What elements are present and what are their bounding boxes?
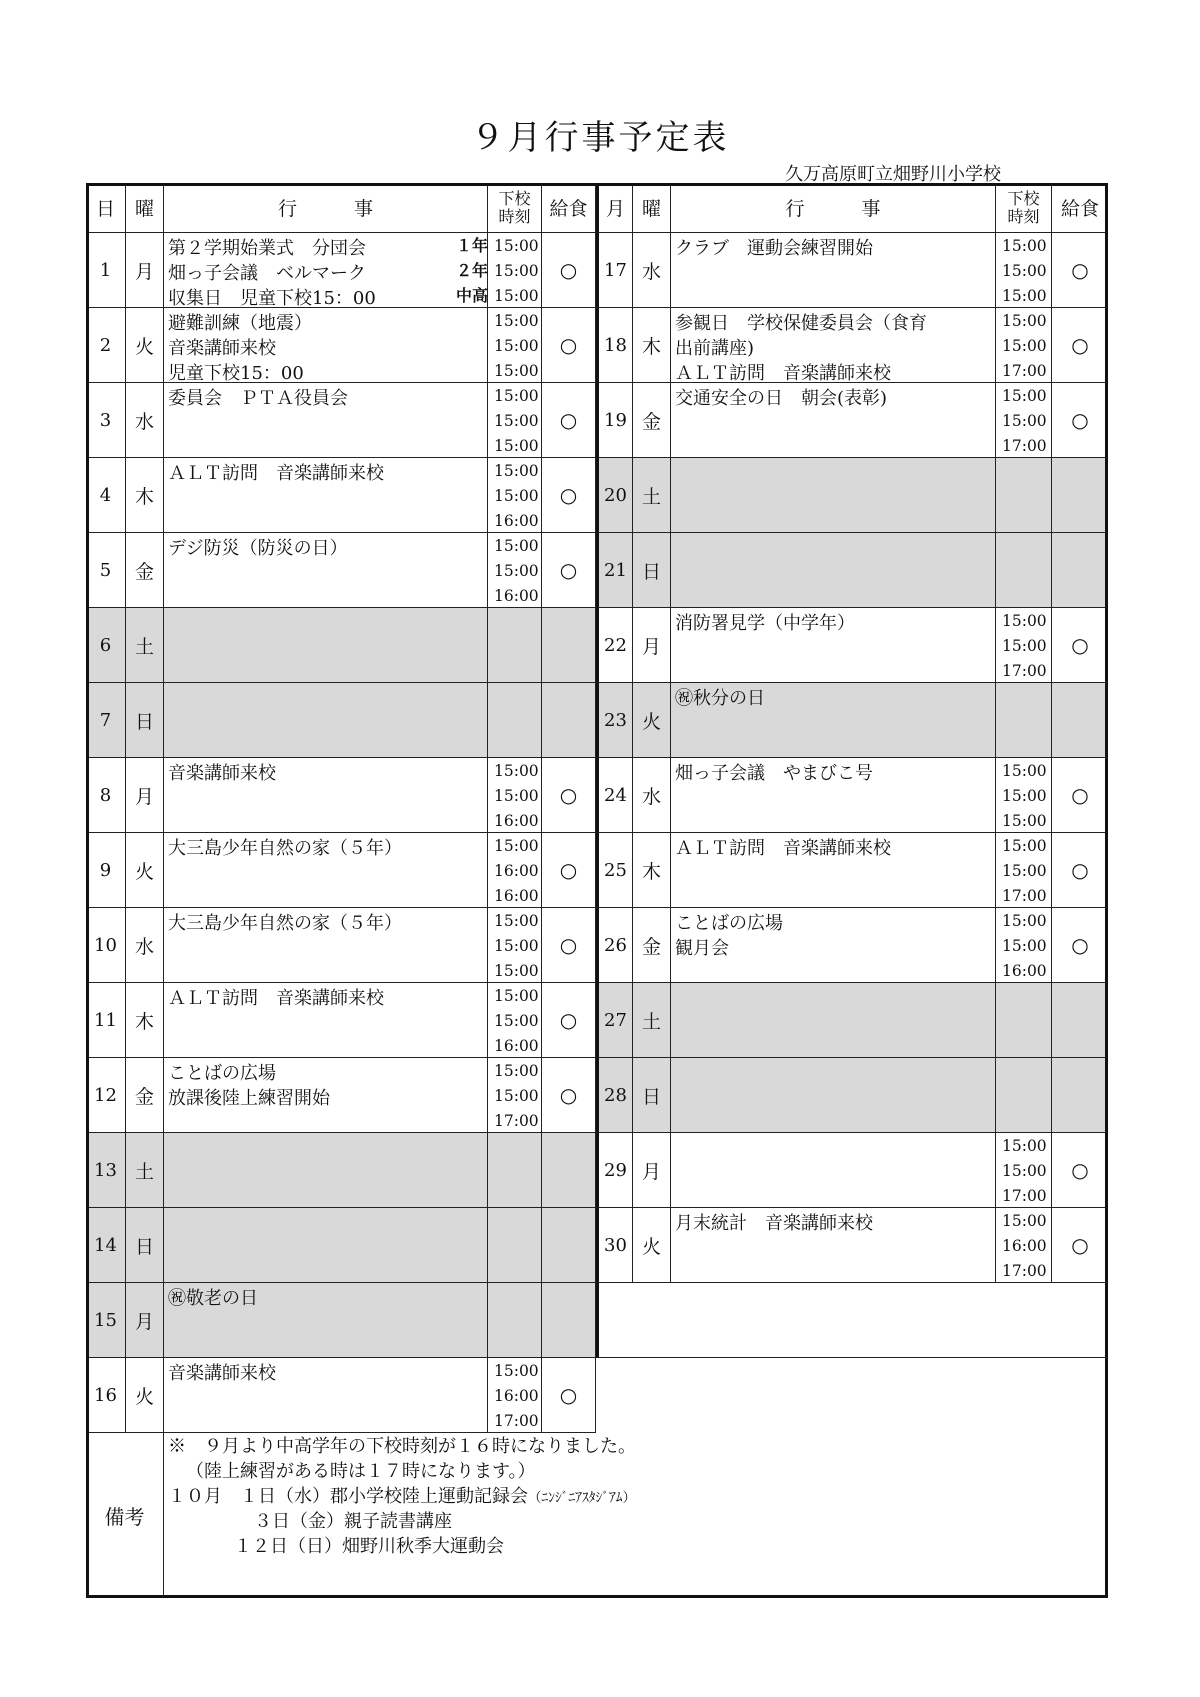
header-day-right: 月 — [596, 183, 633, 233]
lunch-cell: ○ — [542, 458, 596, 533]
event-cell — [164, 1058, 488, 1133]
lunch-cell: ○ — [542, 308, 596, 383]
weekday-cell: 月 — [633, 1133, 671, 1208]
dismissal-time-cell — [996, 908, 1052, 983]
day-cell: 22 — [596, 608, 633, 683]
dismissal-time: 15:00 — [1002, 862, 1047, 880]
lunch-cell: ○ — [542, 233, 596, 308]
event-line: 委員会 ＰＴＡ役員会 — [168, 388, 348, 409]
event-cell — [671, 533, 996, 608]
dismissal-time: 16:00 — [494, 812, 539, 830]
dismissal-time: 15:00 — [1002, 912, 1047, 930]
event-cell — [164, 308, 488, 383]
header-dismissal-line1: 下校 — [498, 188, 531, 208]
weekday-cell: 金 — [126, 533, 164, 608]
weekday-cell: 木 — [126, 983, 164, 1058]
dismissal-time: 15:00 — [1002, 637, 1047, 655]
dismissal-time: 15:00 — [1002, 387, 1047, 405]
event-cell — [164, 1133, 488, 1208]
dismissal-time: 15:00 — [494, 262, 539, 280]
day-cell: 20 — [596, 458, 633, 533]
dismissal-time: 17:00 — [1002, 1187, 1047, 1205]
day-cell: 9 — [86, 833, 126, 908]
event-line: 第２学期始業式 分団会 — [168, 238, 366, 259]
dismissal-time-cell — [996, 458, 1052, 533]
event-cell — [164, 1283, 488, 1358]
dismissal-time: 15:00 — [494, 362, 539, 380]
notes-line-5: １２日（日）畑野川秋季大運動会 — [234, 1536, 504, 1557]
header-weekday-right: 曜 — [633, 183, 671, 233]
event-line: ことばの広場 — [675, 913, 783, 934]
dismissal-time: 15:00 — [494, 537, 539, 555]
weekday-cell: 火 — [126, 833, 164, 908]
lunch-cell — [1052, 458, 1108, 533]
event-cell — [164, 608, 488, 683]
event-line: 畑っ子会議 ベルマーク — [168, 263, 366, 284]
header-dismissal-line2: 時刻 — [498, 206, 531, 226]
header-lunch: 給食 — [542, 183, 596, 233]
day-cell: 4 — [86, 458, 126, 533]
event-line: ㊗敬老の日 — [168, 1288, 258, 1309]
header-lunch-right: 給食 — [1052, 183, 1108, 233]
weekday-cell: 土 — [126, 608, 164, 683]
lunch-cell: ○ — [1052, 1133, 1108, 1208]
dismissal-time: 17:00 — [494, 1112, 539, 1130]
dismissal-time: 15:00 — [1002, 1137, 1047, 1155]
dismissal-time-cell — [488, 608, 542, 683]
schedule-table — [86, 183, 1108, 1598]
notes-line-3-venue: （ﾆﾝｼﾞﾆｱｽﾀｼﾞｱﾑ） — [528, 1490, 636, 1506]
lunch-cell: ○ — [1052, 1208, 1108, 1283]
event-line: 放課後陸上練習開始 — [168, 1088, 330, 1109]
dismissal-time-cell — [488, 758, 542, 833]
day-cell: 3 — [86, 383, 126, 458]
day-cell: 25 — [596, 833, 633, 908]
lunch-cell: ○ — [542, 1058, 596, 1133]
event-line: ＡＬＴ訪問 音楽講師来校 — [168, 988, 384, 1009]
dismissal-time: 15:00 — [1002, 1162, 1047, 1180]
dismissal-time: 15:00 — [494, 312, 539, 330]
dismissal-time-cell — [996, 1208, 1052, 1283]
lunch-cell: ○ — [542, 383, 596, 458]
event-cell — [164, 458, 488, 533]
dismissal-time: 15:00 — [494, 462, 539, 480]
event-cell — [164, 383, 488, 458]
school-name: 久万高原町立畑野川小学校 — [785, 164, 1001, 185]
weekday-cell: 土 — [126, 1133, 164, 1208]
dismissal-time: 15:00 — [1002, 337, 1047, 355]
event-cell — [671, 833, 996, 908]
weekday-cell: 月 — [126, 758, 164, 833]
day-cell: 7 — [86, 683, 126, 758]
weekday-cell: 日 — [126, 1208, 164, 1283]
dismissal-time: 15:00 — [494, 487, 539, 505]
event-line: ㊗秋分の日 — [675, 688, 765, 709]
lunch-cell: ○ — [1052, 833, 1108, 908]
lunch-cell: ○ — [542, 983, 596, 1058]
day-cell: 12 — [86, 1058, 126, 1133]
header-event: 行 事 — [164, 183, 488, 233]
event-cell — [671, 758, 996, 833]
weekday-cell: 火 — [633, 683, 671, 758]
dismissal-time: 15:00 — [494, 437, 539, 455]
event-line: ＡＬＴ訪問 音楽講師来校 — [675, 363, 891, 383]
event-cell — [671, 683, 996, 758]
dismissal-time-cell — [488, 908, 542, 983]
day-cell: 28 — [596, 1058, 633, 1133]
day-cell: 2 — [86, 308, 126, 383]
event-line: 音楽講師来校 — [168, 763, 276, 784]
weekday-cell: 土 — [633, 983, 671, 1058]
lunch-cell: ○ — [1052, 383, 1108, 458]
day-cell: 8 — [86, 758, 126, 833]
event-cell — [671, 1133, 996, 1208]
event-line: ＡＬＴ訪問 音楽講師来校 — [168, 463, 384, 484]
dismissal-time: 15:00 — [494, 237, 539, 255]
dismissal-time: 15:00 — [1002, 787, 1047, 805]
dismissal-time: 15:00 — [494, 987, 539, 1005]
event-line: ＡＬＴ訪問 音楽講師来校 — [675, 838, 891, 859]
dismissal-time: 16:00 — [494, 512, 539, 530]
header-weekday: 曜 — [126, 183, 164, 233]
event-line: 大三島少年自然の家（５年） — [168, 838, 402, 859]
header-dismissal — [488, 183, 542, 233]
weekday-cell: 月 — [126, 1283, 164, 1358]
dismissal-time: 17:00 — [1002, 887, 1047, 905]
dismissal-time: 17:00 — [1002, 1262, 1047, 1280]
dismissal-time-cell — [488, 458, 542, 533]
day-cell: 18 — [596, 308, 633, 383]
dismissal-time: 15:00 — [494, 962, 539, 980]
lunch-cell: ○ — [542, 833, 596, 908]
event-cell — [164, 833, 488, 908]
lunch-cell: ○ — [542, 758, 596, 833]
grade-labels — [416, 233, 488, 308]
event-line: 交通安全の日 朝会(表彰) — [675, 388, 888, 409]
dismissal-time: 15:00 — [1002, 812, 1047, 830]
event-cell — [671, 608, 996, 683]
dismissal-time-cell — [488, 1133, 542, 1208]
lunch-cell: ○ — [1052, 308, 1108, 383]
dismissal-time: 15:00 — [1002, 1212, 1047, 1230]
dismissal-time: 15:00 — [1002, 287, 1047, 305]
dismissal-time-cell — [488, 833, 542, 908]
dismissal-time: 15:00 — [494, 562, 539, 580]
weekday-cell: 日 — [633, 1058, 671, 1133]
event-line: 避難訓練（地震） — [168, 313, 312, 334]
day-cell: 17 — [596, 233, 633, 308]
weekday-cell: 日 — [633, 533, 671, 608]
dismissal-time-cell — [996, 383, 1052, 458]
header-dismissal-right-line2: 時刻 — [1007, 206, 1040, 226]
event-cell — [164, 1208, 488, 1283]
event-line: デジ防災（防災の日） — [168, 538, 348, 559]
dismissal-time-cell — [488, 983, 542, 1058]
dismissal-time-cell — [488, 1358, 542, 1433]
weekday-cell: 土 — [633, 458, 671, 533]
event-cell — [164, 908, 488, 983]
event-line: ことばの広場 — [168, 1063, 276, 1084]
weekday-cell: 金 — [633, 383, 671, 458]
event-line: 畑っ子会議 やまびこ号 — [675, 763, 873, 784]
lunch-cell — [1052, 683, 1108, 758]
dismissal-time: 17:00 — [494, 1412, 539, 1430]
day-cell: 23 — [596, 683, 633, 758]
weekday-cell: 木 — [633, 833, 671, 908]
dismissal-time-cell — [996, 683, 1052, 758]
dismissal-time: 15:00 — [1002, 612, 1047, 630]
header-dismissal-right — [996, 183, 1052, 233]
dismissal-time-cell — [996, 608, 1052, 683]
event-cell — [671, 308, 996, 383]
lunch-cell: ○ — [1052, 908, 1108, 983]
event-line: 児童下校15：00 — [168, 363, 304, 383]
dismissal-time: 16:00 — [494, 587, 539, 605]
event-line: 消防署見学（中学年） — [675, 613, 855, 634]
notes-label: 備考 — [86, 1433, 164, 1598]
dismissal-time: 15:00 — [494, 412, 539, 430]
day-cell: 11 — [86, 983, 126, 1058]
event-line: 参観日 学校保健委員会（食育 — [675, 313, 927, 334]
weekday-cell: 火 — [633, 1208, 671, 1283]
day-cell: 30 — [596, 1208, 633, 1283]
event-cell — [671, 1058, 996, 1133]
grade-label-2: ２年 — [455, 261, 488, 280]
dismissal-time: 16:00 — [494, 1387, 539, 1405]
dismissal-time-cell — [996, 233, 1052, 308]
day-cell: 6 — [86, 608, 126, 683]
dismissal-time: 15:00 — [494, 912, 539, 930]
notes-line-4: ３日（金）親子読書講座 — [254, 1511, 452, 1532]
event-line: 出前講座) — [675, 338, 755, 359]
dismissal-time-cell — [996, 308, 1052, 383]
event-cell — [671, 458, 996, 533]
dismissal-time: 16:00 — [494, 887, 539, 905]
dismissal-time: 16:00 — [494, 862, 539, 880]
dismissal-time-cell — [488, 1208, 542, 1283]
day-cell: 15 — [86, 1283, 126, 1358]
notes-line-3-main: １０月 １日（水）郡小学校陸上運動記録会 — [168, 1486, 528, 1507]
dismissal-time: 15:00 — [494, 762, 539, 780]
event-cell — [164, 1358, 488, 1433]
weekday-cell: 木 — [126, 458, 164, 533]
dismissal-time: 17:00 — [1002, 362, 1047, 380]
event-cell — [671, 383, 996, 458]
event-line: 音楽講師来校 — [168, 338, 276, 359]
dismissal-time: 15:00 — [494, 387, 539, 405]
notes-line-2: （陸上練習がある時は１７時になります。） — [186, 1461, 536, 1482]
weekday-cell: 月 — [126, 233, 164, 308]
day-cell: 29 — [596, 1133, 633, 1208]
header-day: 日 — [86, 183, 126, 233]
weekday-cell: 水 — [633, 233, 671, 308]
dismissal-time: 15:00 — [1002, 837, 1047, 855]
lunch-cell — [1052, 983, 1108, 1058]
dismissal-time-cell — [488, 533, 542, 608]
blank-cell — [596, 1283, 1108, 1358]
day-cell: 14 — [86, 1208, 126, 1283]
lunch-cell: ○ — [542, 1358, 596, 1433]
event-line: 月末統計 音楽講師来校 — [675, 1213, 873, 1234]
event-cell — [671, 1208, 996, 1283]
dismissal-time-cell — [488, 1058, 542, 1133]
dismissal-time: 16:00 — [1002, 962, 1047, 980]
header-event-right: 行 事 — [671, 183, 996, 233]
event-cell — [671, 908, 996, 983]
dismissal-time-cell — [996, 758, 1052, 833]
dismissal-time-cell — [996, 983, 1052, 1058]
weekday-cell: 水 — [126, 383, 164, 458]
dismissal-time: 15:00 — [494, 1087, 539, 1105]
day-cell: 26 — [596, 908, 633, 983]
event-cell — [164, 758, 488, 833]
dismissal-time-cell — [488, 683, 542, 758]
event-cell — [671, 233, 996, 308]
grade-label-1: １年 — [455, 236, 488, 255]
weekday-cell: 木 — [633, 308, 671, 383]
event-line: 収集日 児童下校15：00 — [168, 288, 376, 308]
event-line: 大三島少年自然の家（５年） — [168, 913, 402, 934]
lunch-cell: ○ — [1052, 233, 1108, 308]
event-cell — [164, 983, 488, 1058]
lunch-cell — [542, 1283, 596, 1358]
dismissal-time: 15:00 — [1002, 762, 1047, 780]
lunch-cell: ○ — [542, 533, 596, 608]
dismissal-time: 17:00 — [1002, 437, 1047, 455]
lunch-cell — [542, 1208, 596, 1283]
dismissal-time-cell — [996, 1058, 1052, 1133]
dismissal-time: 15:00 — [494, 287, 539, 305]
weekday-cell: 水 — [126, 908, 164, 983]
event-cell — [671, 983, 996, 1058]
dismissal-time: 15:00 — [494, 1062, 539, 1080]
dismissal-time-cell — [996, 1133, 1052, 1208]
dismissal-time-cell — [488, 1283, 542, 1358]
weekday-cell: 日 — [126, 683, 164, 758]
dismissal-time: 15:00 — [1002, 262, 1047, 280]
day-cell: 10 — [86, 908, 126, 983]
day-cell: 16 — [86, 1358, 126, 1433]
lunch-cell: ○ — [1052, 608, 1108, 683]
dismissal-time-cell — [488, 383, 542, 458]
day-cell: 21 — [596, 533, 633, 608]
dismissal-time: 15:00 — [1002, 412, 1047, 430]
lunch-cell: ○ — [1052, 758, 1108, 833]
event-line: クラブ 運動会練習開始 — [675, 238, 873, 259]
weekday-cell: 月 — [633, 608, 671, 683]
notes-line-3 — [168, 1484, 636, 1511]
dismissal-time-cell — [996, 833, 1052, 908]
day-cell: 1 — [86, 233, 126, 308]
grade-label-3: 中高 — [455, 286, 488, 305]
dismissal-time: 15:00 — [494, 337, 539, 355]
weekday-cell: 水 — [633, 758, 671, 833]
day-cell: 19 — [596, 383, 633, 458]
dismissal-time-cell — [488, 233, 542, 308]
dismissal-time: 15:00 — [1002, 312, 1047, 330]
lunch-cell — [542, 608, 596, 683]
event-line: 音楽講師来校 — [168, 1363, 276, 1384]
dismissal-time: 15:00 — [1002, 937, 1047, 955]
day-cell: 27 — [596, 983, 633, 1058]
day-cell: 24 — [596, 758, 633, 833]
notes-line-1: ※ ９月より中高学年の下校時刻が１６時になりました。 — [168, 1436, 636, 1457]
dismissal-time: 15:00 — [494, 837, 539, 855]
event-line: 観月会 — [675, 938, 729, 959]
dismissal-time: 15:00 — [494, 937, 539, 955]
dismissal-time: 17:00 — [1002, 662, 1047, 680]
header-dismissal-right-line1: 下校 — [1007, 188, 1040, 208]
lunch-cell: ○ — [542, 908, 596, 983]
weekday-cell: 火 — [126, 308, 164, 383]
weekday-cell: 金 — [126, 1058, 164, 1133]
lunch-cell — [542, 683, 596, 758]
dismissal-time: 15:00 — [494, 1362, 539, 1380]
dismissal-time: 16:00 — [1002, 1237, 1047, 1255]
page-title: ９月行事予定表 — [470, 118, 730, 158]
day-cell: 13 — [86, 1133, 126, 1208]
dismissal-time-cell — [488, 308, 542, 383]
weekday-cell: 火 — [126, 1358, 164, 1433]
lunch-cell — [1052, 1058, 1108, 1133]
dismissal-time: 15:00 — [494, 1012, 539, 1030]
dismissal-time: 16:00 — [494, 1037, 539, 1055]
dismissal-time: 15:00 — [1002, 237, 1047, 255]
event-cell — [164, 533, 488, 608]
weekday-cell: 金 — [633, 908, 671, 983]
lunch-cell — [542, 1133, 596, 1208]
lunch-cell — [1052, 533, 1108, 608]
dismissal-time-cell — [996, 533, 1052, 608]
event-cell — [164, 683, 488, 758]
dismissal-time: 15:00 — [494, 787, 539, 805]
day-cell: 5 — [86, 533, 126, 608]
